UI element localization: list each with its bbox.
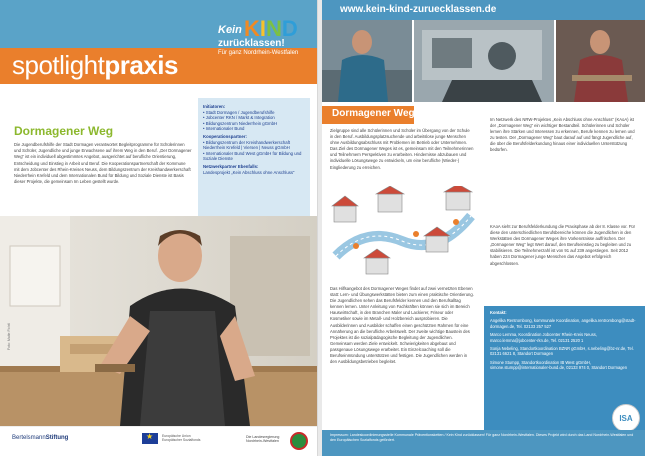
- contact-entry: Simone Stumpp, Standortkoordination IB West gGmbH, simone.stumpp@internationaler-bund.de, 02133 974 0, Standort Dormagen: [490, 359, 628, 371]
- kein-kind-logo: [218, 14, 314, 60]
- list-item: • Jobcenter RKN / Markt & Integration: [203, 115, 305, 121]
- woodworking-photo: [0, 216, 318, 426]
- partners-list: [203, 140, 305, 162]
- initiators-heading: Initiatoren:: [203, 104, 226, 109]
- body-text-col2-top: Im Netzwerk des NRW-Projektes „Kein Abschluss ohne Anschluss“ (KAoA) ist der „Dormagener Weg“ ein wichtiger Bestandteil. Schülerinnen und Schüler lernen ihre Stärken und Interessen zu erkennen, Berufe kennen zu lernen und zu testen. Der „Dormagener Weg“ baut darauf auf und fängt Jugendliche auf, die über die Berufsfelderkundung hinaus einer individuellen Unterstützung bedürfen.: [490, 117, 635, 153]
- info-box: [198, 98, 310, 216]
- list-item: • Stadt Dormagen / Jugendberufshilfe: [203, 110, 305, 116]
- intro-text: Die Jugendberufshilfe der Stadt Dormagen verantwortet Begleitprogramme für Schülerinnen und Schüler, Jugendliche und junge Erwachsene auf ihrem Weg in den Beruf. „Der Dormagener Weg“ ist ein individuell abgestimmtes Angebot, ausgerichtet auf berufliche Orientierung, Entscheidung und Einstieg in Arbeit und Beruf. Die Kooperationspartnerschaft der Kommune mit dem Jobcenter des Rhein-Kreises Neuss, dem Bildungszentrum der Kreishandwerkerschaft Niederrhein Krefeld und dem Internationalen Bund für Bildung und Soziale Dienste ist Basis dieser Projekte, die gemeinsam Im Leben gestellt wurde.: [14, 142, 192, 185]
- logo-kein: Kein: [218, 24, 242, 36]
- pathway-illustration: [326, 186, 478, 282]
- page-title: spotlightpraxis: [12, 50, 178, 80]
- body-text-col1-bottom: Das Hilfsangebot des Dormagener Weges findet auf zwei vernetzten Ebenen statt: Lern- und Übungswerkstätten bieten zum einen praktische Orientierung. Die Jugendlichen sehen das Berufsfelder kennen und den Berufsalltag kennen lernen. Unter Anleitung von Fachkräften können sie sich im Bereich Hauswirtschaft, in den Branchen Maler und Lackierer, Friseur oder Kosmetiker sowie im Metall- und Holzbereich ausprobieren. Die Ausbilderinnen und Ausbilder schaffen einen geschützten Rahmen für eine Annäherung an die berufliche Arbeitswelt. Der zweite wichtige Baustein des Projektes ist die sozialpädagogische Begleitung der Jugendlichen. Gemeinsam werden Ziele entwickelt. Schwierigkeiten abgebaut und passgenaue Lösungswege erarbeitet. Ein Einzelcoaching soll die Berufseinmündung unterstützen und festigen. Die Jugendlichen werden in den Ausbildungsbetrieben begleitet.: [330, 286, 474, 365]
- logo-kind: KIND: [244, 16, 298, 41]
- right-page: [322, 0, 645, 456]
- body-text-col1-top: Zielgruppe sind alle Schülerinnen und Schüler im Übergang von der Schule in den Beruf. Ausbildungsplatzsuchende und arbeitslose junge Menschen ohne Ausbildungsabschluss mit Problemen im Betrieb oder Unternehmen. Das Ziel des Dormagener Weges ist es, gemeinsam mit den Teilnehmerinnen und Teilnehmern Perspektiven zu erarbeiten. Hindernisse abzubauen und individuelle Lösungswege zu entwickeln, um eine berufliche (Wieder-) Eingliederung zu erreichen.: [330, 128, 474, 170]
- network-heading: Netzwerkpartner Ebenfalls:: [203, 163, 259, 169]
- list-item: • Internationaler Bund West gGmbH für Bildung und Soziale Dienste: [203, 151, 305, 162]
- contact-heading: Kontakt:: [490, 310, 507, 315]
- imprint-footer: Impressum: Landeskoordinierungsstelle Kommunale Präventionsketten / Kein Kind zurücklassen! Für ganz Nordrhein-Westfalen. Dieses Projekt wird durch das Land Nordrhein-Westfalen und den Europäischen Sozialfonds gefördert.: [322, 430, 645, 456]
- workshop-photos: [322, 20, 645, 102]
- list-item: • Internationaler Bund: [203, 126, 305, 132]
- nrw-crest-icon: [290, 432, 308, 450]
- contact-entry: Angelika Rentrombong, kommunale Koordination, angelika.rentrombong@stadt-dormagen.de, Tel. 02133 257 527: [490, 318, 636, 329]
- initiators-list: [203, 110, 305, 132]
- list-item: • Bildungszentrum Niederrhein gGmbH: [203, 121, 305, 127]
- logo-subtitle: Für ganz Nordrhein-Westfalen: [218, 50, 299, 56]
- bertelsmann-logo: BertelsmannStiftung: [12, 435, 69, 441]
- body-text-col2-bottom: KAoA sieht zur Berufsfelderkundung die Praxisphase ab der 8. Klasse vor. Für diese den unterschiedlichen Berufsbereiche können die Jugendlichen in den Werkstätten des Dormagener Weges ihre Vorkenntnisse auffrischen. Der „Dormagener Weg“ legt Wert darauf, den Berufseinstieg zu begleiten und zu stabilisieren. Die Teilnehmerzahl ist von 91 auf 239 angestiegen. Seit 2012 haben 224 Dormagener junge Menschen das Angebot erfolgreich abgeschlossen.: [490, 224, 636, 266]
- partners-heading: Kooperationspartner:: [203, 133, 247, 139]
- contact-entry: Marco Lemma, Koordination Jobcenter Rhein-Kreis Neuss, marco.lemma@jobcenter-rkn.de, Tel. 02131 2520 1: [490, 332, 597, 343]
- list-item: • Bildungszentrum der Kreishandwerkerschaft Niederrhein Krefeld | Viersen | Neuss gGmbH: [203, 140, 305, 151]
- logo-zuruecklassen: zurücklassen!: [218, 38, 285, 49]
- section-title: Dormagener Weg: [14, 124, 114, 138]
- contact-entry: Sonja Nebeling, Standortkoordination BZNR gGmbH, s.nebeling@bz-nr.de, Tel. 02131 6621 8, Standort Dormagen: [490, 346, 634, 357]
- eu-flag-icon: [142, 433, 158, 444]
- isa-logo: ISA: [612, 404, 640, 432]
- network-text: Landesprojekt „Kein Abschluss ohne Anschluss“: [203, 169, 295, 175]
- photo-credit: Foto: Malte Fichtl: [7, 323, 11, 350]
- section-title: Dormagener Weg: [332, 108, 415, 119]
- left-page: [0, 0, 318, 456]
- ministry-text: Die Landesregierung Nordrhein-Westfalen: [246, 435, 280, 444]
- footer-logos: [0, 426, 318, 456]
- eu-text: Europäische Union Europäischer Sozialfonds: [162, 434, 201, 443]
- website-url: www.kein-kind-zuruecklassen.de: [340, 4, 497, 15]
